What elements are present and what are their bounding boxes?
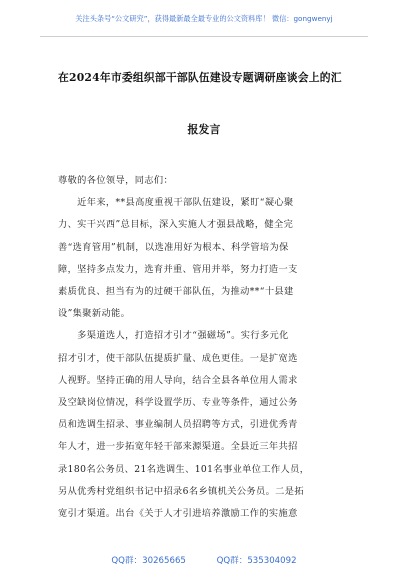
body-line: 员和选调生招录、事业编制人员招聘等方式，引进优秀青 [58, 419, 298, 431]
body-line: 善“选育管用”机制，以选准用好为根本、科学管培为保 [58, 241, 289, 253]
body-line: 近年来，**县高度重视干部队伍建设，紧盯“凝心聚 [58, 197, 294, 209]
body-line: 多渠道选人，打造招才引才“强磁场”。实行多元化 [58, 330, 289, 342]
body-line: 力、实干兴西”总目标，深入实施人才强县战略，健全完 [58, 219, 294, 231]
body-line: 障，坚持多点发力，选育并重、管用并举，努力打造一支 [58, 263, 298, 275]
body-line: 人视野。坚持正确的用人导向，结合全县各单位用人需求 [58, 374, 298, 386]
body-line: 另从优秀村党组织书记中招录6名乡镇机关公务员。二是拓 [58, 485, 304, 497]
body-line: 及空缺岗位情况，科学设置学历、专业等条件，通过公务 [58, 397, 298, 408]
document-title-line-2: 报发言 [187, 123, 221, 136]
footer-qq-group-1: QQ群：30265665 [111, 556, 186, 566]
footer-qq-group-2: QQ群：535304092 [216, 556, 297, 566]
body-line: 尊敬的各位领导，同志们： [58, 175, 174, 186]
body-line: 招才引才，使干部队伍提质扩量、成色更佳。一是扩宽选 [58, 352, 298, 364]
body-line: 设”集聚新动能。 [58, 308, 131, 320]
footer [0, 554, 408, 566]
body-line: 素质优良、担当有为的过硬干部队伍，为推动**“十县建 [58, 286, 294, 297]
document-title-line-1: 在2024年市委组织部干部队伍建设专题调研座谈会上的汇 [58, 71, 342, 84]
body-line: 年人才，进一步拓宽年轻干部来源渠道。全县近三年共招 [58, 441, 298, 453]
header-divider [40, 36, 368, 37]
body-line: 录180名公务员、21名选调生、101名事业单位工作人员， [58, 463, 310, 475]
body-line: 宽引才渠道。出台《关于人才引进培养激励工作的实施意 [58, 508, 298, 519]
header-banner: 关注头条号“公文研究”，获得最新最全最专业的公文资料库！ 微信：gongwenyj [75, 14, 333, 23]
